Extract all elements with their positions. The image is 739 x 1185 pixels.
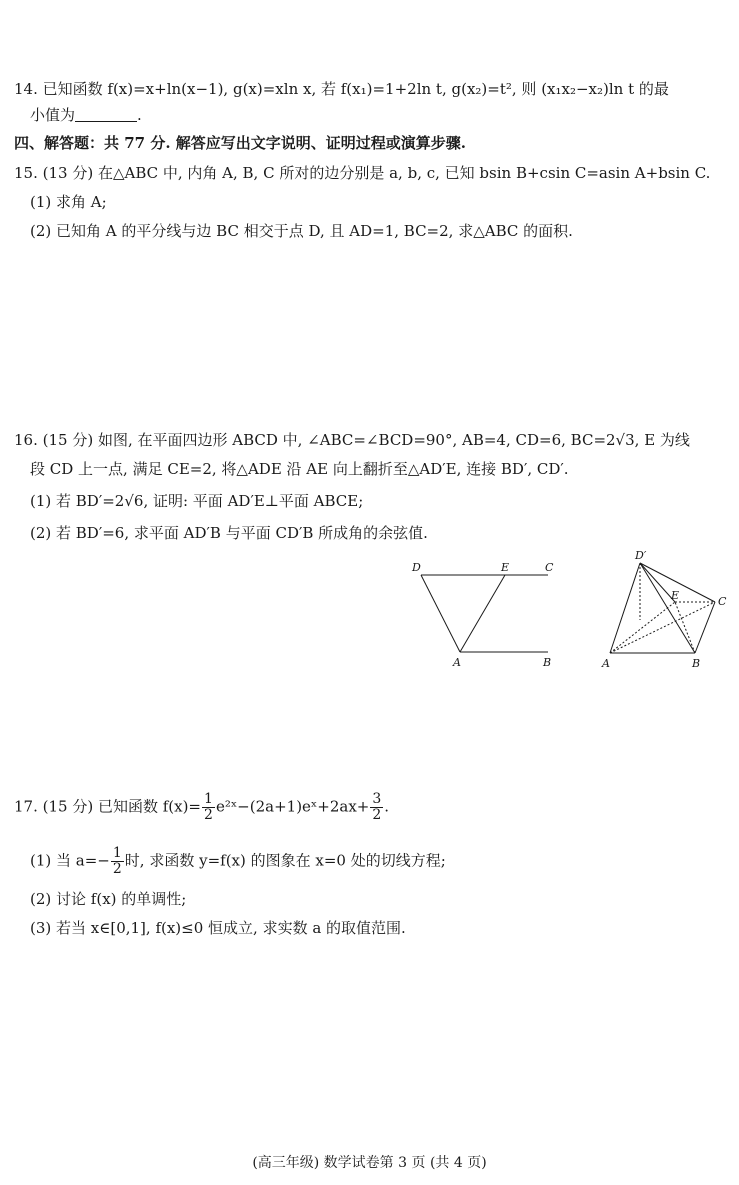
fig2-label-d-prime: D′ [635,549,647,562]
answer-blank [75,106,137,122]
fraction-num: 3 [372,791,382,807]
fraction [111,846,124,877]
fig2-label-b: B [692,657,701,670]
fraction-den: 2 [372,807,382,823]
page-footer: (高三年级) 数学试卷第 3 页 (共 4 页) [252,1155,487,1171]
q17-stem-suffix: . [384,797,390,816]
fraction [202,792,215,823]
q17-part1-suffix: 时, 求函数 y=f(x) 的图象在 x=0 处的切线方程; [124,851,446,870]
figure-folded-solid [595,545,735,675]
fraction [370,792,383,823]
q17-part3: (3) 若当 x∈[0,1], f(x)≤0 恒成立, 求实数 a 的取值范围. [30,919,406,937]
fraction-den: 2 [204,807,213,823]
q17-part2: (2) 讨论 f(x) 的单调性; [30,890,187,908]
fig2-label-e: E [671,589,680,602]
q17-part1 [30,846,725,877]
q14-prefix: 小值为 [30,106,76,124]
q15-part1: (1) 求角 A; [30,193,107,211]
q17-part1-prefix: (1) 当 a=− [30,851,110,870]
figure-planar-quadrilateral [400,555,570,675]
fraction-den: 2 [112,861,122,877]
fig2-label-a: A [602,657,610,670]
q15-stem: 15. (13 分) 在△ABC 中, 内角 A, B, C 所对的边分别是 a, b, c, 已知 bsin B+csin C=asin A+bsin C. [14,164,711,182]
q14-line2 [30,104,725,126]
fraction-num: 1 [112,845,122,861]
q14-line1: 14. 已知函数 f(x)=x+ln(x−1), g(x)=xln x, 若 f(x₁)=1+2ln t, g(x₂)=t², 则 (x₁x₂−x₂)ln t 的最 [14,80,669,98]
fraction-num: 1 [204,791,213,807]
section-title: 四、解答题：共 77 分. 解答应写出文字说明、证明过程或演算步骤. [14,134,466,152]
fig1-label-a: A [453,656,461,669]
q16-part1: (1) 若 BD′=2√6, 证明: 平面 AD′E⊥平面 ABCE; [30,492,364,510]
fig1-label-d: D [412,561,421,574]
q17-stem-mid: e²ˣ−(2a+1)eˣ+2ax+ [215,797,370,816]
q16-stem1: 16. (15 分) 如图, 在平面四边形 ABCD 中, ∠ABC=∠BCD=90°, AB=4, CD=6, BC=2√3, E 为线 [14,431,690,449]
q14-suffix: . [137,106,142,124]
q15-part2: (2) 已知角 A 的平分线与边 BC 相交于点 D, 且 AD=1, BC=2, 求△ABC 的面积. [30,222,573,240]
q16-part2: (2) 若 BD′=6, 求平面 AD′B 与平面 CD′B 所成角的余弦值. [30,524,428,542]
fig1-label-e: E [501,561,510,574]
q17-stem-prefix: 17. (15 分) 已知函数 f(x)= [14,797,202,816]
fig1-label-b: B [543,656,552,669]
q17-stem [14,792,725,823]
fig1-label-c: C [545,561,554,574]
fig2-label-c: C [718,595,727,608]
q16-stem2: 段 CD 上一点, 满足 CE=2, 将△ADE 沿 AE 向上翻折至△AD′E, 连接 BD′, CD′. [30,460,569,478]
